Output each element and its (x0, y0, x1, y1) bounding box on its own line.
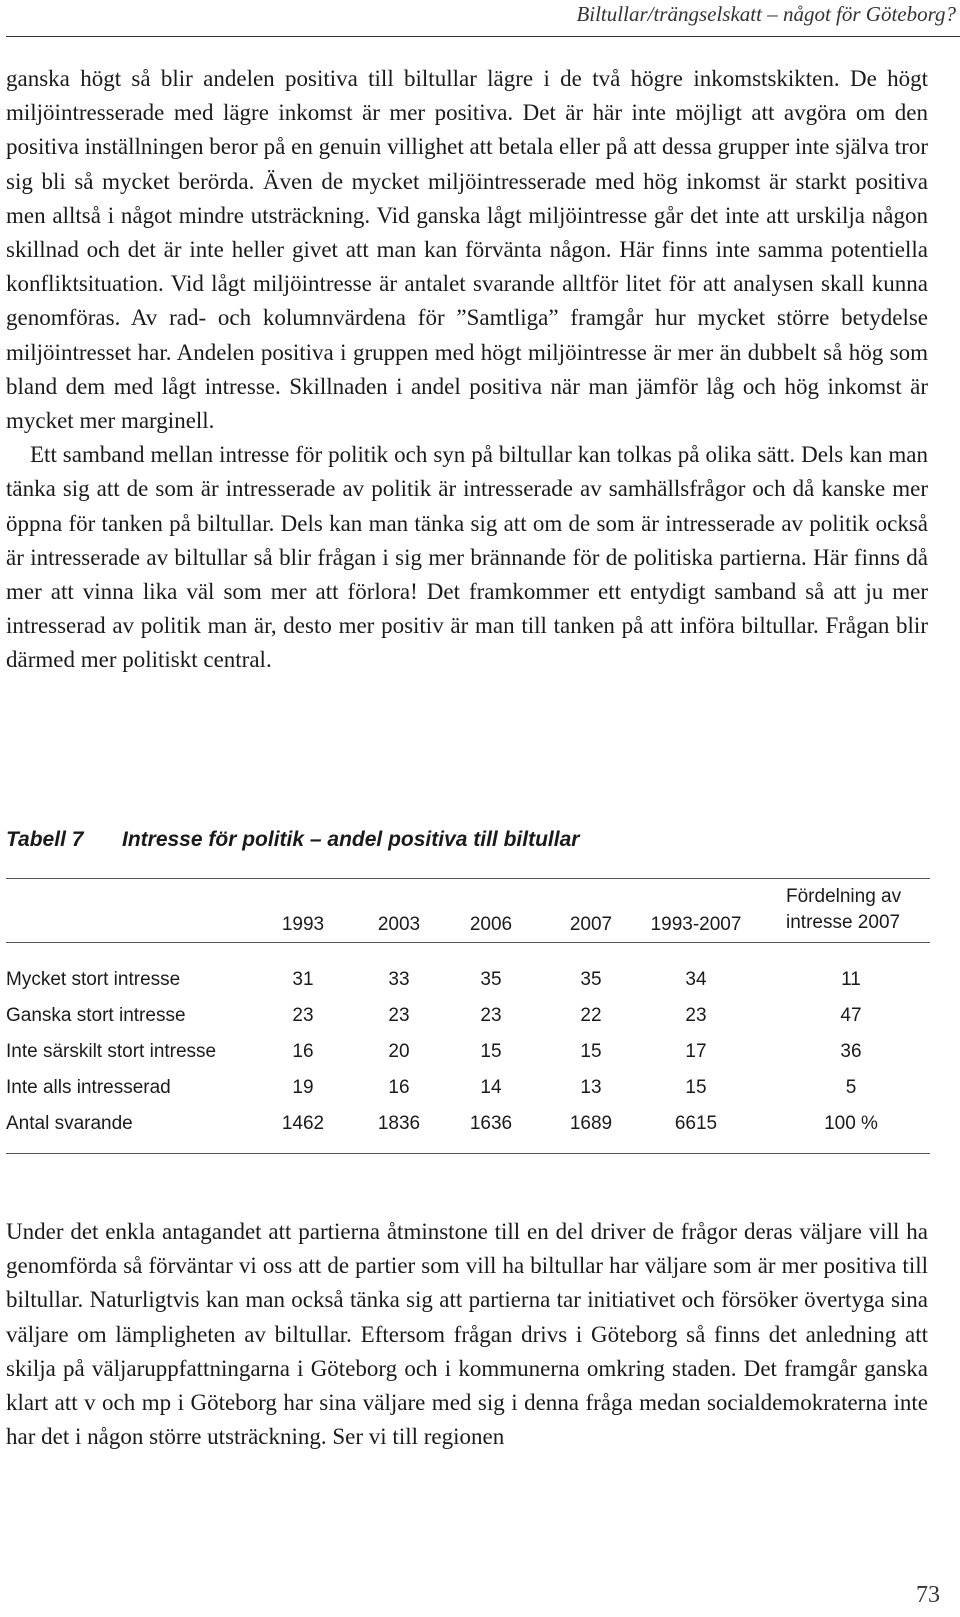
table-row (6, 1106, 930, 1141)
table-cell: 15 (580, 1041, 602, 1062)
table-cell: 14 (480, 1077, 502, 1098)
table-cell: 47 (840, 1005, 862, 1026)
row-label: Antal svarande (6, 1113, 133, 1134)
table-cell: 1636 (469, 1113, 513, 1134)
table-cell: 20 (388, 1041, 410, 1062)
table-cell: 35 (480, 969, 502, 990)
row-label: Ganska stort intresse (6, 1005, 186, 1026)
column-header: 2003 (377, 914, 421, 935)
paragraph: Ett samband mellan intresse för politik och syn på biltullar kan tolkas på olika sätt. Dels kan man tänka sig att de som är intresserade av politik är intresserade av samhällsfrågor och då kanske mer öppna för tanken på biltullar. Dels kan man tänka sig att om de som är intresserade av politik också är intresserade av biltullar så blir frågan i sig mer brännande för de politiska partierna. Här finns då mer att vinna lika väl som mer att förlora! Det framkommer ett entydigt samband så att ju mer intresserad av politik man är, desto mer positiv är man till tanken på att införa biltullar. Frågan blir därmed mer politiskt central. (6, 442, 928, 673)
table-caption (6, 828, 928, 858)
page-number: 73 (916, 1582, 940, 1608)
row-label: Mycket stort intresse (6, 969, 181, 990)
table-row (6, 1070, 930, 1105)
table-cell: 11 (841, 969, 861, 990)
table-caption-text: Intresse för politik – andel positiva till biltullar (122, 828, 580, 851)
table-cell: 16 (388, 1077, 410, 1098)
table-cell: 15 (685, 1077, 707, 1098)
table-cell: 13 (580, 1077, 602, 1098)
table-cell: 23 (292, 1005, 314, 1026)
table-rule-bottom (6, 1153, 930, 1154)
table-rule-mid (6, 942, 930, 943)
body-text-bottom (6, 1215, 928, 1454)
dist-header-line: intresse 2007 (786, 912, 901, 933)
table-cell: 1462 (281, 1113, 325, 1134)
table-label: Tabell 7 (6, 828, 84, 851)
table-row (6, 1034, 930, 1069)
table-cell: 16 (292, 1041, 314, 1062)
table-header-row (6, 878, 930, 942)
table-row (6, 998, 930, 1033)
running-header-title: Biltullar/trängselskatt – något för Göteborg? (576, 2, 956, 26)
dist-header-line: Fördelning av (786, 886, 902, 907)
table-cell: 23 (685, 1005, 707, 1026)
table-cell: 17 (685, 1041, 707, 1062)
table-cell: 33 (388, 969, 410, 990)
running-header (6, 0, 960, 37)
table-cell: 5 (845, 1077, 857, 1098)
table-cell: 36 (840, 1041, 862, 1062)
table-cell: 1836 (377, 1113, 421, 1134)
column-header: 2007 (569, 914, 613, 935)
table-cell: 1689 (569, 1113, 613, 1134)
column-header: 1993 (281, 914, 325, 935)
table-cell: 100 % (824, 1113, 878, 1134)
table-cell: 35 (580, 969, 602, 990)
table-cell: 31 (292, 969, 314, 990)
body-text-top (6, 62, 928, 678)
paragraph: ganska högt så blir andelen positiva till biltullar lägre i de två högre inkomstskikten. De högt miljöintresserade med lägre inkomst är mer positiva. Det är här inte möjligt att avgöra om den positiva inställningen beror på en genuin villighet att betala eller på att dessa grupper inte själva tror sig bli så mycket berörda. Även de mycket miljöintresserade med hög inkomst är starkt positiva men alltså i något mindre utsträckning. Vid ganska lågt miljöintresse går det inte att urskilja någon skillnad och det är inte heller givet att man kan förvänta någon. Här finns inte samma potentiella konfliktsituation. Vid lågt miljöintresse är antalet svarande alltför litet för att analysen skall kunna genomföras. Av rad- och kolumnvärdena för ”Samtliga” framgår hur mycket större betydelse miljöintresset har. Andelen positiva i gruppen med högt miljöintresse är mer än dubbelt så hög som bland dem med lågt intresse. Skillnaden i andel positiva när man jämför låg och hög inkomst är mycket mer marginell. (6, 66, 928, 434)
table-row (6, 962, 930, 997)
table-cell: 34 (685, 969, 707, 990)
column-header: 2006 (469, 914, 513, 935)
table-cell: 19 (292, 1077, 314, 1098)
paragraph: Under det enkla antagandet att partierna åtminstone till en del driver de frågor deras väljare vill ha genomförda så förväntar vi oss att de partier som vill ha biltullar har väljare som är mer positiva till biltullar. Naturligtvis kan man också tänka sig att partierna tar initiativet och försöker övertyga sina väljare om lämpligheten av biltullar. Eftersom frågan drivs i Göteborg så finns det anledning att skilja på väljaruppfattningarna i Göteborg och i kommunerna omkring staden. Det framgår ganska klart att v och mp i Göteborg har sina väljare med sig i denna fråga medan socialdemokraterna inte har det i någon större utsträckning. Ser vi till regionen (6, 1219, 928, 1450)
table-cell: 15 (480, 1041, 502, 1062)
table-cell: 23 (388, 1005, 410, 1026)
table-cell: 6615 (674, 1113, 718, 1134)
row-label: Inte alls intresserad (6, 1077, 171, 1098)
table-cell: 23 (480, 1005, 502, 1026)
column-header-distribution (786, 884, 916, 936)
row-label: Inte särskilt stort intresse (6, 1041, 217, 1062)
table-cell: 22 (580, 1005, 602, 1026)
column-header: 1993-2007 (650, 914, 742, 935)
